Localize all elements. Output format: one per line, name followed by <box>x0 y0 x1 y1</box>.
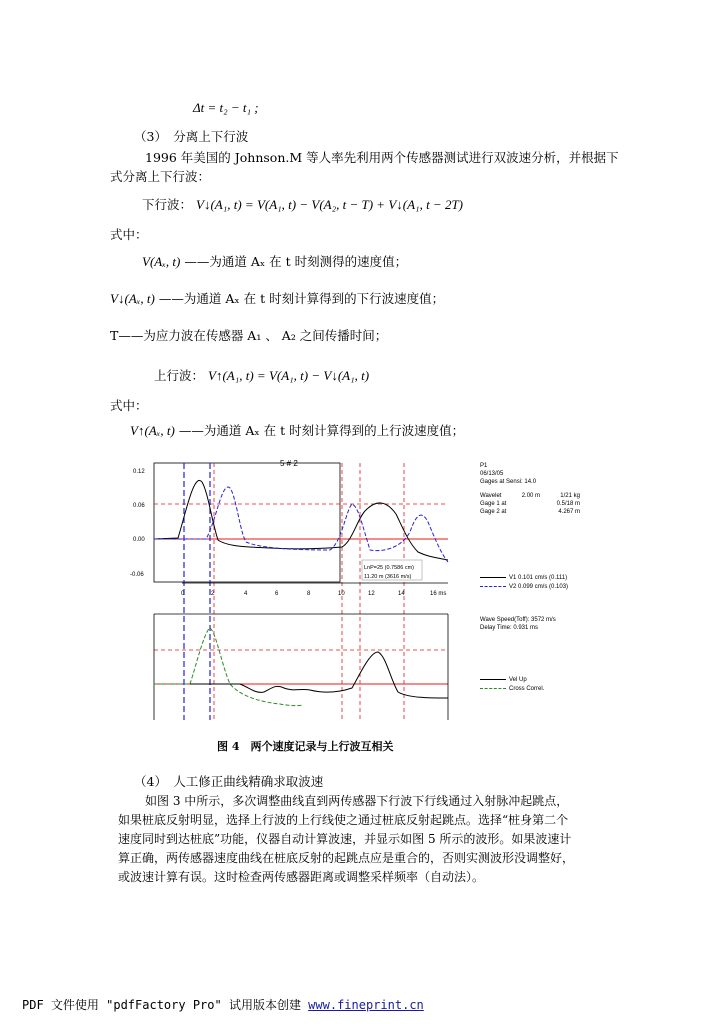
footer-link[interactable]: www.fineprint.cn <box>308 998 424 1012</box>
xtick-3: 6 <box>275 591 279 597</box>
info-row-label: Gage 2 at <box>480 509 507 515</box>
section-3-para-line2: 式分离上下行波： <box>110 169 211 184</box>
wave-speed: Wave Speed(Toff): 3572 m/s <box>480 617 556 623</box>
ytick-1: 0.06 <box>133 503 145 509</box>
vel-up-curve <box>190 652 448 698</box>
xtick-0: 0 <box>181 591 185 597</box>
figure-4-chart <box>130 452 460 722</box>
def-vdown-symbol: V↓(Aₓ, t) <box>110 291 155 306</box>
info-row-v2: 4.267 m <box>558 509 580 515</box>
definition-T: T——为应力波在传感器 A₁ 、 A₂ 之间传播时间； <box>110 328 388 343</box>
def-vup-symbol: V↑(Aₓ, t) <box>130 423 175 438</box>
annotation-line2: 11.20 m (3616 m/s) <box>364 574 412 580</box>
definition-v <box>142 252 407 270</box>
section-4-line-5: 或波速计算有误。这时检查两传感器距离或调整采样频率（自动法）。 <box>118 870 485 884</box>
section-4-heading: （4） 人工修正曲线精确求取波速 <box>134 774 324 789</box>
xtick-5: 10 <box>338 591 345 597</box>
legend-bottom <box>480 676 544 694</box>
footer-text: PDF 文件使用 "pdfFactory Pro" 试用版本创建 <box>22 998 309 1012</box>
info-row-v1: 2.00 m <box>521 493 541 499</box>
def-v-symbol: V(Aₓ, t) <box>142 254 181 269</box>
figure-info-panel <box>480 462 580 516</box>
downgoing-formula: V↓(A₁, t) = V(A₁, t) − V(A₂, t − T) + V↓(A₁, t − 2T) <box>196 197 464 212</box>
xtick-7: 14 <box>398 591 405 597</box>
delay-time: Delay Time: 0.931 ms <box>480 625 539 631</box>
top-plot-frame <box>154 463 340 582</box>
section-4-line-1: 如图 3 中所示，多次调整曲线直到两传感器下行波下行线通过入射脉冲起跳点， <box>145 794 569 808</box>
legend-v1: V1 0.101 cm/s (0.111) <box>480 574 568 583</box>
pdf-footer <box>22 996 424 1013</box>
info-row-label: Gage 1 at <box>480 501 507 507</box>
xtick-4: 8 <box>307 591 311 597</box>
info-row-v2: 1/21 kg <box>560 493 580 499</box>
ytick-0: 0.12 <box>133 469 145 475</box>
definition-v-down <box>110 289 444 307</box>
upgoing-label: 上行波： <box>154 368 205 383</box>
figure-caption: 图 4 两个速度记录与上行波互相关 <box>217 740 394 753</box>
info-date: 06/13/05 <box>480 471 504 477</box>
section-4-line-4: 算正确，两传感器速度曲线在桩底反射的起跳点应是重合的，否则实测波形没调整好， <box>118 851 575 865</box>
section-3-para-line1: 1996 年美国的 Johnson.M 等人率先利用两个传感器测试进行双波速分析，并根据下 <box>145 150 619 165</box>
xtick-2: 4 <box>244 591 248 597</box>
ytick-3: -0.06 <box>130 572 144 578</box>
downgoing-label: 下行波： <box>142 197 193 212</box>
def-v-text: ——为通道 Aₓ 在 t 时刻测得的速度值； <box>184 254 408 269</box>
xtick-1: 2 <box>211 591 215 597</box>
info-row-2 <box>480 508 580 516</box>
info-gauge: Gages at Sensi: 14.0 <box>480 479 537 485</box>
section-4-line-3: 速度同时到达桩底”功能，仪器自动计算波速，并显示如图 5 所示的波形。如果波速计 <box>118 832 572 846</box>
info-row-0 <box>480 492 580 500</box>
delta-t-equation: Δt = t₂ − t₁ ; <box>193 100 259 115</box>
legend-v2: V2 0.099 cm/s (0.103) <box>480 583 568 592</box>
info-p: P1 <box>480 463 488 469</box>
xtick-6: 12 <box>368 591 375 597</box>
info-row-1 <box>480 500 580 508</box>
where-label-1: 式中： <box>110 227 148 242</box>
wave-speed-info <box>480 616 556 632</box>
annotation-line1: LnP=25 (0.7586 cm) <box>364 565 414 571</box>
section-4-line-2: 如果桩底反射明显，选择上行波的上行线使之通过桩底反射起跳点。选择“桩身第二个 <box>118 813 569 827</box>
ytick-2: 0.00 <box>133 537 145 543</box>
legend-cross-correl: Cross Correl. <box>480 685 544 694</box>
chart-title: 5 # 2 <box>280 459 298 468</box>
def-vdown-text: ——为通道 Aₓ 在 t 时刻计算得到的下行波速度值； <box>158 291 445 306</box>
cross-correl-curve <box>154 628 302 706</box>
legend-top <box>480 574 568 592</box>
upgoing-formula: V↑(A₁, t) = V(A₁, t) − V↓(A₁, t) <box>208 368 370 383</box>
info-row-v2: 0.5/18 m <box>556 501 580 507</box>
section-3-heading: （3） 分离上下行波 <box>134 129 249 144</box>
info-row-label: Wavelet <box>480 493 502 499</box>
where-label-2: 式中： <box>110 398 148 413</box>
xtick-8: 16 ms <box>430 591 447 597</box>
legend-vel-up: Vel Up <box>480 676 544 685</box>
downgoing-wave-formula <box>142 195 463 213</box>
definition-v-up <box>130 421 464 439</box>
def-vup-text: ——为通道 Aₓ 在 t 时刻计算得到的上行波速度值； <box>178 423 465 438</box>
upgoing-wave-formula <box>154 366 369 384</box>
